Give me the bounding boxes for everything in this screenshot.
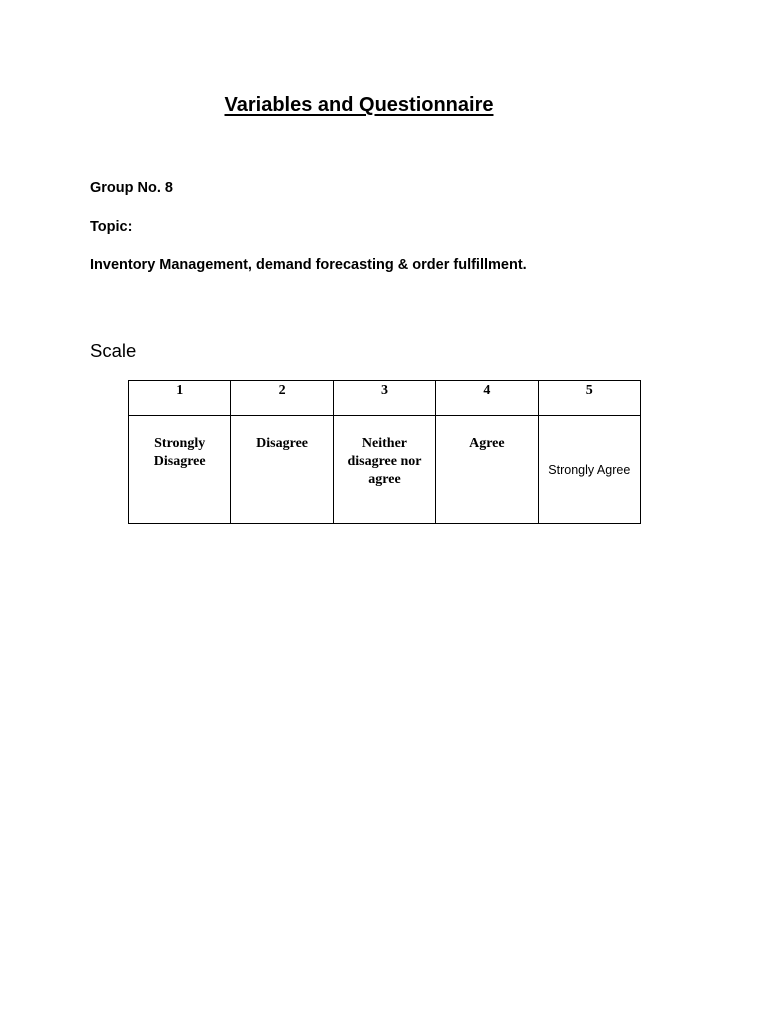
topic-text: Inventory Management, demand forecasting & order fulfillment. xyxy=(90,257,527,273)
scale-label-strongly-disagree: Strongly Disagree xyxy=(153,436,206,469)
scale-table xyxy=(128,380,641,524)
topic-label: Topic: xyxy=(90,219,133,235)
group-number: Group No. 8 xyxy=(90,180,173,196)
scale-number-row xyxy=(129,381,641,416)
scale-number-cell: 5 xyxy=(538,381,640,416)
scale-number-cell: 2 xyxy=(231,381,333,416)
scale-number-cell: 4 xyxy=(436,381,538,416)
scale-label-cell xyxy=(231,416,333,524)
scale-label-disagree: Disagree xyxy=(256,436,308,451)
scale-label-cell xyxy=(436,416,538,524)
scale-label-cell xyxy=(538,416,640,524)
scale-label-strongly-agree: Strongly Agree xyxy=(548,462,631,477)
scale-label-row xyxy=(129,416,641,524)
scale-number-cell: 3 xyxy=(333,381,435,416)
scale-label-cell xyxy=(333,416,435,524)
scale-label-cell xyxy=(129,416,231,524)
scale-heading: Scale xyxy=(90,340,137,361)
page-title: Variables and Questionnaire xyxy=(224,94,494,116)
scale-label-neither: Neither disagree nor agree xyxy=(347,436,422,487)
scale-number-cell: 1 xyxy=(129,381,231,416)
scale-label-agree: Agree xyxy=(469,436,505,451)
